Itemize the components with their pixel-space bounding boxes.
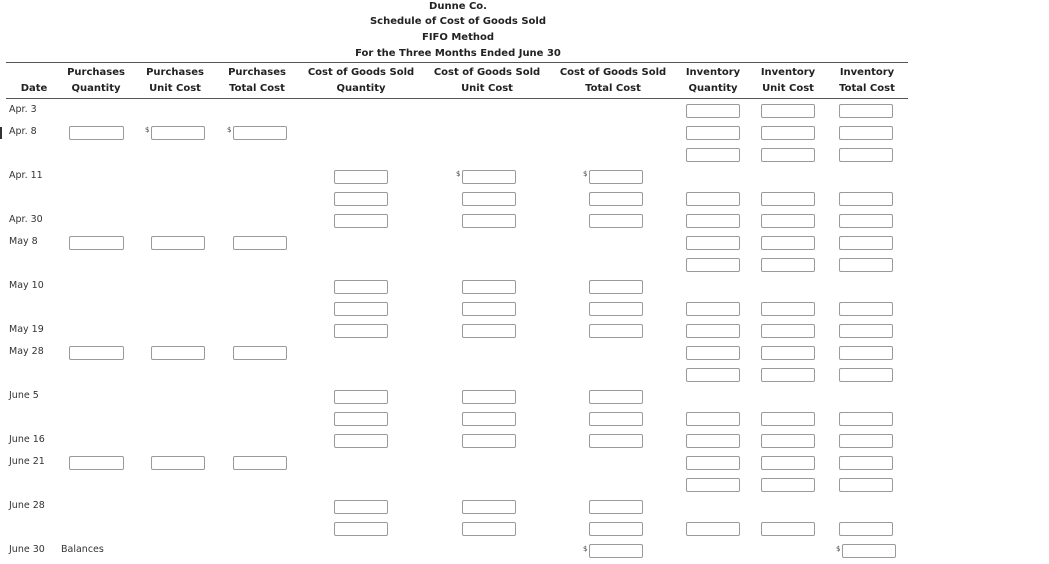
row-date: May 10 <box>9 280 44 291</box>
header-inv-uc-line2: Unit Cost <box>762 83 814 94</box>
cogs-qty-input[interactable] <box>334 192 388 206</box>
header-purch-qty-line2: Quantity <box>71 83 121 94</box>
cogs-tc-input[interactable] <box>589 500 643 514</box>
cogs-uc-input[interactable] <box>462 412 516 426</box>
cogs-tc-input[interactable] <box>589 412 643 426</box>
purch-qty-input[interactable] <box>69 346 124 360</box>
dollar-sign: $ <box>836 545 841 553</box>
inv-tc-input[interactable] <box>839 324 893 338</box>
cogs-qty-input[interactable] <box>334 214 388 228</box>
inv-uc-input[interactable] <box>761 324 815 338</box>
inv-qty-input[interactable] <box>686 346 740 360</box>
cogs-uc-input[interactable] <box>462 434 516 448</box>
cogs-tc-input[interactable] <box>589 324 643 338</box>
header-inv-tc-line1: Inventory <box>839 67 895 78</box>
inv-tc-input[interactable] <box>839 126 893 140</box>
inv-qty-input[interactable] <box>686 236 740 250</box>
purch-uc-input[interactable] <box>151 126 205 140</box>
inv-qty-input[interactable] <box>686 478 740 492</box>
inv-qty-input[interactable] <box>686 434 740 448</box>
header-purch-uc-line1: Purchases <box>146 67 204 78</box>
inv-qty-input[interactable] <box>686 522 740 536</box>
cogs-qty-input[interactable] <box>334 412 388 426</box>
row-date: May 28 <box>9 346 44 357</box>
cogs-uc-input[interactable] <box>462 390 516 404</box>
dollar-sign: $ <box>145 126 150 134</box>
inv-qty-input[interactable] <box>686 148 740 162</box>
method-title: FIFO Method <box>421 32 495 43</box>
inv-tc-input[interactable] <box>839 104 893 118</box>
inv-uc-input[interactable] <box>761 412 815 426</box>
purch-tc-input[interactable] <box>233 126 287 140</box>
row-date: Apr. 11 <box>9 170 43 181</box>
purch-uc-input[interactable] <box>151 236 205 250</box>
purch-tc-input[interactable] <box>233 236 287 250</box>
dollar-sign: $ <box>583 545 588 553</box>
cogs-tc-input[interactable] <box>589 280 643 294</box>
inv-qty-input[interactable] <box>686 104 740 118</box>
focus-marker <box>0 127 2 139</box>
row-date-balances: June 30 <box>9 544 45 555</box>
purch-qty-input[interactable] <box>69 236 124 250</box>
cogs-qty-input[interactable] <box>334 434 388 448</box>
inv-uc-input[interactable] <box>761 434 815 448</box>
header-cogs-uc-line1: Cost of Goods Sold <box>433 67 541 78</box>
cogs-tc-input[interactable] <box>589 522 643 536</box>
inv-uc-input[interactable] <box>761 258 815 272</box>
cogs-uc-input[interactable] <box>462 192 516 206</box>
dollar-sign: $ <box>227 126 232 134</box>
header-inv-tc-line2: Total Cost <box>839 83 895 94</box>
purch-uc-input[interactable] <box>151 346 205 360</box>
inv-uc-input[interactable] <box>761 478 815 492</box>
row-date: June 5 <box>9 390 39 401</box>
period-title: For the Three Months Ended June 30 <box>355 48 561 59</box>
inv-qty-input[interactable] <box>686 412 740 426</box>
cogs-tc-balance-input[interactable] <box>589 544 643 558</box>
row-date: May 19 <box>9 324 44 335</box>
header-cogs-qty-line2: Quantity <box>336 83 386 94</box>
inv-tc-balance-input[interactable] <box>842 544 896 558</box>
inv-qty-input[interactable] <box>686 368 740 382</box>
cogs-uc-input[interactable] <box>462 500 516 514</box>
purch-uc-input[interactable] <box>151 456 205 470</box>
header-cogs-tc-line2: Total Cost <box>585 83 641 94</box>
header-cogs-qty-line1: Cost of Goods Sold <box>307 67 415 78</box>
company-name: Dunne Co. <box>429 1 487 12</box>
inv-uc-input[interactable] <box>761 104 815 118</box>
cogs-tc-input[interactable] <box>589 214 643 228</box>
cogs-uc-input[interactable] <box>462 302 516 316</box>
header-cogs-uc-line2: Unit Cost <box>461 83 513 94</box>
cogs-tc-input[interactable] <box>589 302 643 316</box>
inv-tc-input[interactable] <box>839 412 893 426</box>
inv-uc-input[interactable] <box>761 456 815 470</box>
header-inv-uc-line1: Inventory <box>760 67 816 78</box>
inv-qty-input[interactable] <box>686 192 740 206</box>
inv-uc-input[interactable] <box>761 302 815 316</box>
cogs-qty-input[interactable] <box>334 302 388 316</box>
inv-tc-input[interactable] <box>839 522 893 536</box>
inv-qty-input[interactable] <box>686 214 740 228</box>
inv-tc-input[interactable] <box>839 192 893 206</box>
inv-uc-input[interactable] <box>761 346 815 360</box>
cogs-qty-input[interactable] <box>334 170 388 184</box>
dollar-sign: $ <box>456 170 461 178</box>
purch-qty-input[interactable] <box>69 456 124 470</box>
inv-uc-input[interactable] <box>761 368 815 382</box>
purch-tc-input[interactable] <box>233 346 287 360</box>
cogs-uc-input[interactable] <box>462 280 516 294</box>
inv-uc-input[interactable] <box>761 214 815 228</box>
inv-tc-input[interactable] <box>839 148 893 162</box>
inv-qty-input[interactable] <box>686 126 740 140</box>
inv-tc-input[interactable] <box>839 214 893 228</box>
header-inv-qty-line2: Quantity <box>688 83 738 94</box>
schedule-title: Schedule of Cost of Goods Sold <box>369 16 547 27</box>
row-date: Apr. 30 <box>9 214 43 225</box>
inv-tc-input[interactable] <box>839 236 893 250</box>
cogs-tc-input[interactable] <box>589 390 643 404</box>
inv-tc-input[interactable] <box>839 368 893 382</box>
cogs-qty-input[interactable] <box>334 390 388 404</box>
header-purch-uc-line2: Unit Cost <box>149 83 201 94</box>
inv-uc-input[interactable] <box>761 236 815 250</box>
dollar-sign: $ <box>583 170 588 178</box>
header-date: Date <box>20 83 48 94</box>
inv-uc-input[interactable] <box>761 522 815 536</box>
cogs-qty-input[interactable] <box>334 324 388 338</box>
cogs-uc-input[interactable] <box>462 214 516 228</box>
header-bottom-rule <box>6 98 908 99</box>
cogs-qty-input[interactable] <box>334 500 388 514</box>
inv-uc-input[interactable] <box>761 148 815 162</box>
cogs-uc-input[interactable] <box>462 324 516 338</box>
inv-uc-input[interactable] <box>761 126 815 140</box>
purch-tc-input[interactable] <box>233 456 287 470</box>
cogs-uc-input[interactable] <box>462 522 516 536</box>
cogs-tc-input[interactable] <box>589 192 643 206</box>
cogs-qty-input[interactable] <box>334 522 388 536</box>
header-inv-qty-line1: Inventory <box>685 67 741 78</box>
row-date: June 28 <box>9 500 45 511</box>
inv-tc-input[interactable] <box>839 302 893 316</box>
cogs-qty-input[interactable] <box>334 280 388 294</box>
row-date: May 8 <box>9 236 38 247</box>
inv-tc-input[interactable] <box>839 456 893 470</box>
cogs-uc-input[interactable] <box>462 170 516 184</box>
header-purch-tc-line2: Total Cost <box>229 83 285 94</box>
inv-uc-input[interactable] <box>761 192 815 206</box>
inv-tc-input[interactable] <box>839 258 893 272</box>
balances-label: Balances <box>61 544 104 555</box>
inv-qty-input[interactable] <box>686 324 740 338</box>
header-purch-tc-line1: Purchases <box>228 67 286 78</box>
inv-tc-input[interactable] <box>839 346 893 360</box>
row-date: Apr. 8 <box>9 126 37 137</box>
cogs-tc-input[interactable] <box>589 434 643 448</box>
cogs-tc-input[interactable] <box>589 170 643 184</box>
inv-qty-input[interactable] <box>686 456 740 470</box>
inv-qty-input[interactable] <box>686 302 740 316</box>
header-purch-qty-line1: Purchases <box>67 67 125 78</box>
inv-tc-input[interactable] <box>839 478 893 492</box>
header-cogs-tc-line1: Cost of Goods Sold <box>559 67 667 78</box>
inv-qty-input[interactable] <box>686 258 740 272</box>
row-date: June 16 <box>9 434 45 445</box>
row-date: Apr. 3 <box>9 104 37 115</box>
header-top-rule <box>6 62 908 63</box>
row-date: June 21 <box>9 456 45 467</box>
inv-tc-input[interactable] <box>839 434 893 448</box>
purch-qty-input[interactable] <box>69 126 124 140</box>
